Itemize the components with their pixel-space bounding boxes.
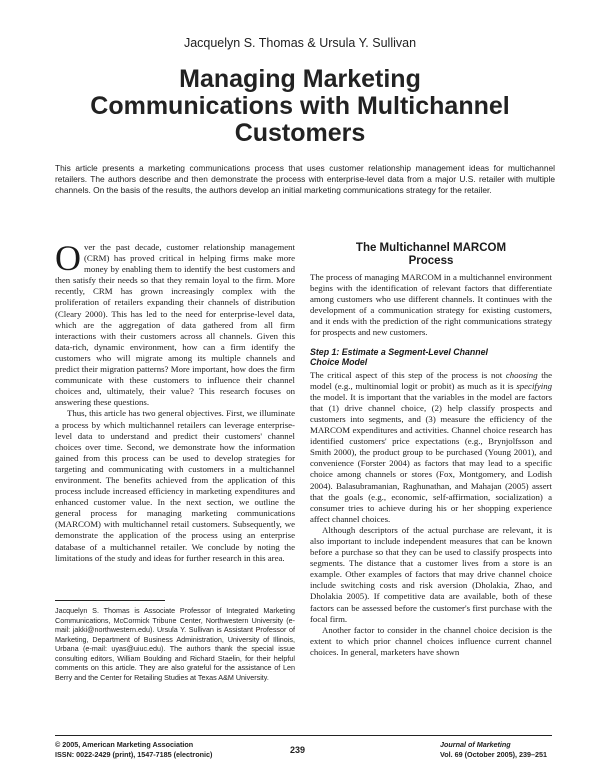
section-heading-line: Process: [408, 255, 454, 267]
text-run: the model (e.g., multinomial logit or probit) as much as it is: [310, 369, 552, 391]
title-line: Customers: [234, 119, 366, 147]
journal-name: Journal of Marketing: [440, 740, 511, 749]
footer-journal-info: [440, 740, 552, 759]
title-line: Communications with Multichannel: [90, 92, 510, 120]
emphasis-choosing: choosing: [505, 369, 538, 380]
descriptors-paragraph: Although descriptors of the actual purchase are relevant, it is also important to include independent measures that can be known before a purchase so that they can be used to classify prospects into segments. The distance that a customer lives from a store is an example. Other examples of factors that may drive channel choice include switching costs and risk aversion (Dholakia, Zhao, and Dholakia 2005). If competitive data are available, both of these factors can be assessed before the customer's first purchase with the focal firm.: [310, 524, 552, 624]
text-run: the model. It is important that the variables in the model are factors that (1) drive channel choice, (2) help classify prospects and customers into segments, and (3) measure the efficiency of the MARCOM expenditures and activities. Channel choice research has identified customers' price expectations (e.g., Brynjolfsson and Smith 2000), the product group to be purchased (Young 2001), and convenience (Forster 2004) as factors that may lead to a specific choice among channels or stores (Fox, Montgomery, and Lodish 2004). Balasubramanian, Raghunathan, and Mahajan (2005) assert that the goals (e.g., economic, self-affirmation, socialization) a consumer tries to achieve during his or her shopping experience affect channel choices.: [310, 391, 552, 524]
subheading-line: Choice Model: [310, 357, 368, 368]
author-line: Jacquelyn S. Thomas & Ursula Y. Sullivan: [183, 36, 417, 50]
abstract: This article presents a marketing communications process that uses customer relationship management ideas for multichannel retailers. The authors describe and then demonstrate the process with enterprise-level data from a major U.S. retailer with multiple channels. On the basis of the results, the authors develop an initial marketing communications strategy for the retailer.: [55, 163, 555, 195]
title-line: Managing Marketing: [179, 65, 421, 93]
intro-paragraph: [55, 238, 295, 408]
author-footnote: Jacquelyn S. Thomas is Associate Professor of Integrated Marketing Communications, McCormick Tribune Center, Northwestern University (e-mail: jakki@northwestern.edu). Ursula Y. Sullivan is Assistant Professor of Marketing, Department of Business Administration, University of Illinois, Urbana (e-mail: uyas@uiuc.edu). The authors thank the special issue consulting editors, William Boulding and Richard Staelin, for their helpful comments on this article. They are also grateful for the assistance of Len Berry and the Center for Retailing Studies at Texas A&M University.: [55, 606, 295, 682]
section-heading-line: The Multichannel MARCOM: [355, 242, 507, 254]
process-paragraph: The process of managing MARCOM in a multichannel environment begins with the identification of relevant factors that differentiate among customers who use different channels. It continues with the development of a communication strategy for existing customers, and it ends with the prediction of the right communications strategy for prospects and new customers.: [310, 272, 552, 338]
step-1-paragraph: [310, 370, 552, 525]
volume-info: Vol. 69 (October 2005), 239–251: [440, 749, 547, 759]
page-number: 239: [290, 745, 306, 755]
objectives-paragraph: Thus, this article has two general objectives. First, we illuminate a process by which multichannel retailers can leverage enterprise-level data to understand and predict their customers' channel choices over time. Second, we demonstrate how the information gained from this process can be used to develop strategies for targeting and communicating with customers in a multichannel environment. The benefits achieved from the application of this process include increased efficiency in marketing expenditures and enhanced customer value. In the next section, we outline the general process for managing marketing communications (MARCOM) with multichannel retail customers. Subsequently, we demonstrate the application of the process using an enterprise database of a multichannel retailer. We conclude by noting the limitations of the study and ideas for further research in this area.: [55, 408, 295, 563]
section-heading: [310, 242, 552, 268]
article-title: [60, 66, 540, 147]
issn-text: ISSN: 0022-2429 (print), 1547-7185 (electronic): [55, 749, 213, 759]
right-column: [310, 242, 552, 658]
drop-cap: O: [55, 238, 81, 278]
left-column: [55, 238, 295, 564]
copyright-text: © 2005, American Marketing Association: [55, 740, 194, 749]
emphasis-specifying: specifying: [516, 380, 552, 391]
text-run: The critical aspect of this step of the process is not: [310, 369, 506, 380]
footer-copyright: [55, 740, 212, 759]
prior-choice-paragraph: Another factor to consider in the channel choice decision is the extent to which prior channel choices influence current channel choices. In general, marketers have shown: [310, 624, 552, 657]
subheading-line: Step 1: Estimate a Segment-Level Channel: [310, 346, 488, 357]
footnote-divider: [55, 600, 165, 601]
step-1-subheading: [310, 347, 552, 368]
intro-paragraph-text: ver the past decade, customer relationship management (CRM) has proved critical in helping firms make more money by enabling them to identify the best customers and then satisfy their needs so that they remain loyal to the firm. More recently, CRM has grown increasingly complex with the proliferation of retailers expanding their channels of distribution (Cleary 2000). This has led to the need for enterprise-level data, which are the aggregation of data gathered from all firm interactions with their customers across all channels. Given this data-rich, dynamic environment, how can a firm identify the customers who will migrate among its multiple channels and predict their migration patterns? More important, how does the firm communicate with these customers to influence their channel choices and, ultimately, their value? This research focuses on answering these questions.: [55, 242, 295, 408]
footer-divider: [55, 735, 552, 736]
